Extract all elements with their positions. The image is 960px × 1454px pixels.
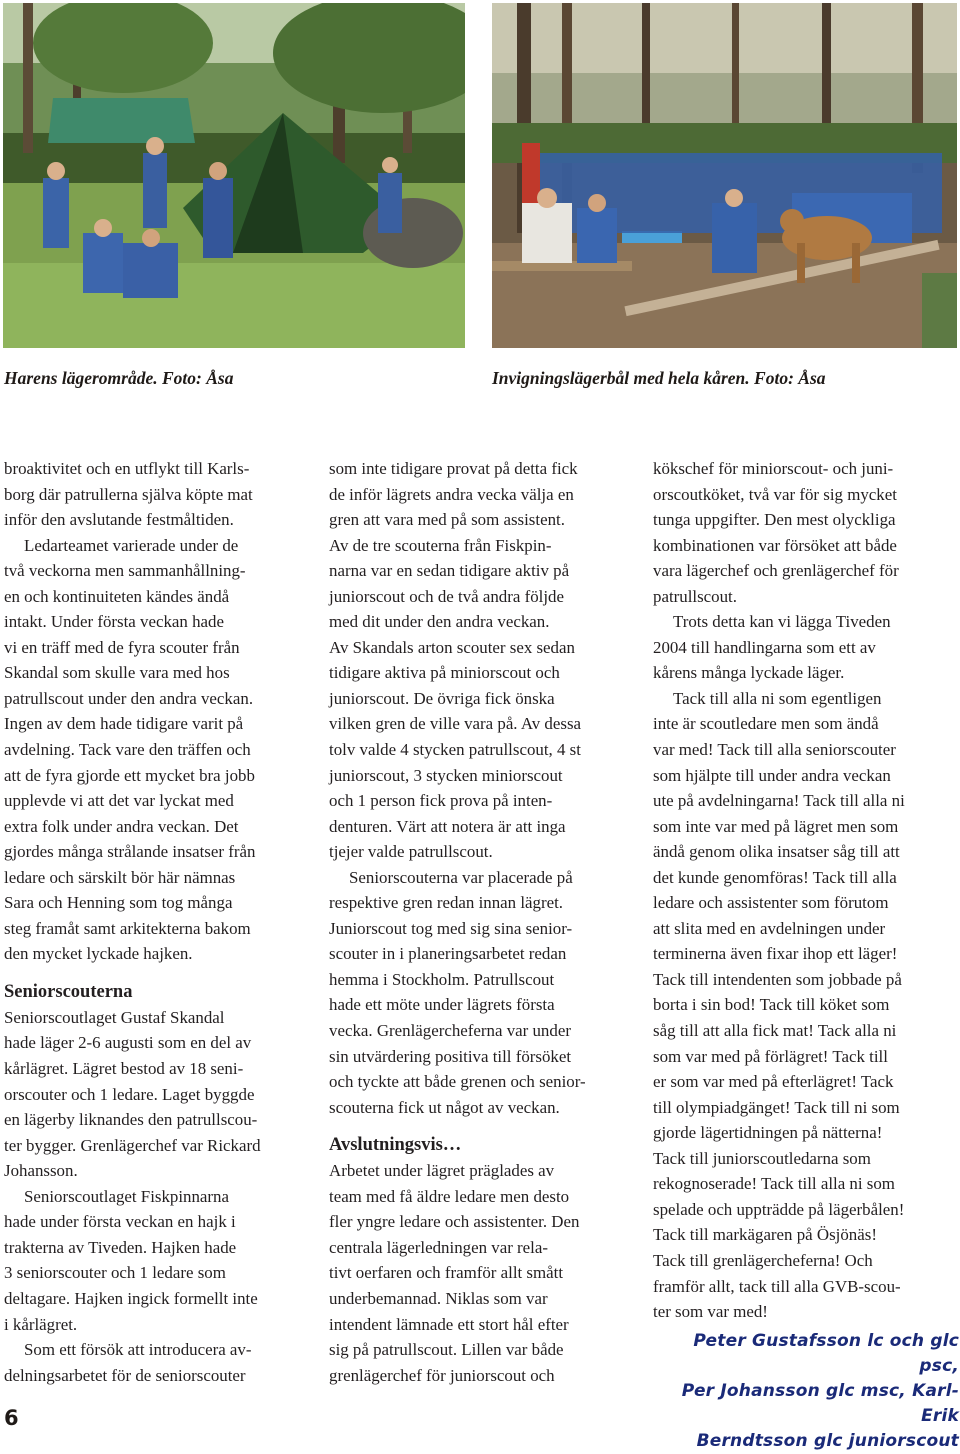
page-number: 6 <box>4 1406 19 1430</box>
col1-paragraph-4: Seniorscoutlaget Fiskpinnarna hade under första veckan en hajk i trakterna av Tiveden. Hajken hade 3 seniorscouter och 1 ledare som deltagare. Hajken ingick formellt inte i kårlägret. <box>4 1186 258 1334</box>
article-column-1 <box>4 456 312 1388</box>
right-photo-caption: Invigningslägerbål med hela kåren. Foto: Åsa <box>492 368 826 388</box>
campfire-gathering-image <box>492 3 957 348</box>
col2-paragraph-2: Seniorscouterna var placerade på respektive gren redan innan lägret. Juniorscout tog med sig sina senior- scouter in i planeringsarbetet redan hemma i Stockholm. Patrullscout hade ett möte under lägrets första vecka. Grenlägercheferna var under sin utvärdering positiva till försöket och tyckte att både grenen och senior- scouterna fick ut något av veckan. <box>329 867 586 1117</box>
campfire-gathering-photo <box>492 3 957 348</box>
article-column-3 <box>653 456 959 1454</box>
article-column-2 <box>329 456 639 1388</box>
section-heading-avslutningsvis: Avslutningsvis… <box>329 1135 462 1156</box>
col1-paragraph-3: Seniorscoutlaget Gustaf Skandal hade läger 2-6 augusti som en del av kårlägret. Lägret bestod av 18 seni- orscouter och 1 ledare. Laget byggde en lägerby liknandes den patrullscou- ter bygger. Grenlägerchef var Rickard Johansson. <box>4 1007 261 1181</box>
col2-paragraph-1: som inte tidigare provat på detta fick de inför lägrets andra vecka välja en gren att vara med på som assistent. Av de tre scouterna från Fiskpin- narna var en sedan tidigare aktiv på juniorscout och de två andra följde med dit under den andra veckan. Av Skandals arton scouter sex sedan tidigare aktiva på miniorscout och juniorscout. De övriga fick önska vilken gren de ville vara på. Av dessa tolv valde 4 stycken patrullscout, 4 st juniorscout, 3 stycken miniorscout och 1 person fick prova på inten- denturen. Värt att notera är att inga tjejer valde patrullscout. <box>329 459 582 862</box>
col3-paragraph-1: kökschef för miniorscout- och juni- orscoutköket, två var för sig mycket tunga uppgifter. Den mest olyckliga kombinationen var försöket att både vara lägerchef och grenlägerchef för patrullscout. <box>653 459 899 606</box>
col1-paragraph-2: Ledarteamet varierade under de två veckorna men sammanhållning- en och kontinuiteten kändes ändå intakt. Under första veckan hade vi en träff med de fyra scouter från Skandal som skulle vara med hos patrullscout under den andra veckan. Ingen av dem hade tidigare varit på avdelning. Tack vare den träffen och att de fyra gjorde ett mycket bra jobb upplevde vi att det var lyckat med extra folk under andra veckan. Det gjordes många strålande insatser från ledare och särskilt bör här nämnas Sara och Henning som tog många steg framåt samt arkitekterna bakom den mycket lyckade hajken. <box>4 535 256 964</box>
left-photo-caption: Harens lägerområde. Foto: Åsa <box>4 368 234 388</box>
tent-camp-photo <box>3 3 465 348</box>
col3-paragraph-2: Trots detta kan vi lägga Tiveden 2004 till handlingarna som ett av kårens många lyckade läger. <box>653 612 891 683</box>
tent-camp-image <box>3 3 465 348</box>
col3-paragraph-3: Tack till alla ni som egentligen inte är scoutledare men som ändå var med! Tack till alla seniorscouter som hjälpte till under andra veckan ute på avdelningarna! Tack till alla ni som inte var med på lägret men som ändå genom olika insatser såg till att det kunde genomföras! Tack till alla ledare och assistenter som förutom att slita med en avdelningen under terminerna även fixar ihop ett läger! Tack till intendenten som jobbade på borta i sin bod! Tack till köket som såg till att alla fick mat! Tack alla ni som var med på förlägret! Tack till er som var med på efterlägret! Tack till olympiadgänget! Tack till ni som gjorde lägertidningen på nätterna! Tack till juniorscoutledarna som rekognoserade! Tack till alla ni som spelade och uppträdde på lägerbålen! Tack till markägaren på Ösjönäs! Tack till grenlägercheferna! Och framför allt, tack till alla GVB-scou- ter som var med! <box>653 688 905 1322</box>
author-signature: Peter Gustafsson lc och glc psc, Per Johansson glc msc, Karl-Erik Berndtsson glc juniorscout <box>681 1330 959 1451</box>
col1-paragraph-5: Som ett försök att introducera av- delningsarbetet för de seniorscouter <box>4 1340 252 1385</box>
section-heading-seniorscouterna: Seniorscouterna <box>4 981 133 1002</box>
col2-paragraph-3: Arbetet under lägret präglades av team med få äldre ledare men desto fler yngre ledare och assistenter. Den centrala lägerledningen var rela- tivt oerfaren och framför allt smått underbemannad. Niklas som var intendent lämnade ett stort hål efter sig på patrullscout. Lillen var både grenlägerchef för juniorscout och <box>329 1161 580 1385</box>
col1-paragraph-1: broaktivitet och en utflykt till Karls- borg där patrullerna själva köpte mat inför den avslutande festmåltiden. <box>4 459 253 530</box>
